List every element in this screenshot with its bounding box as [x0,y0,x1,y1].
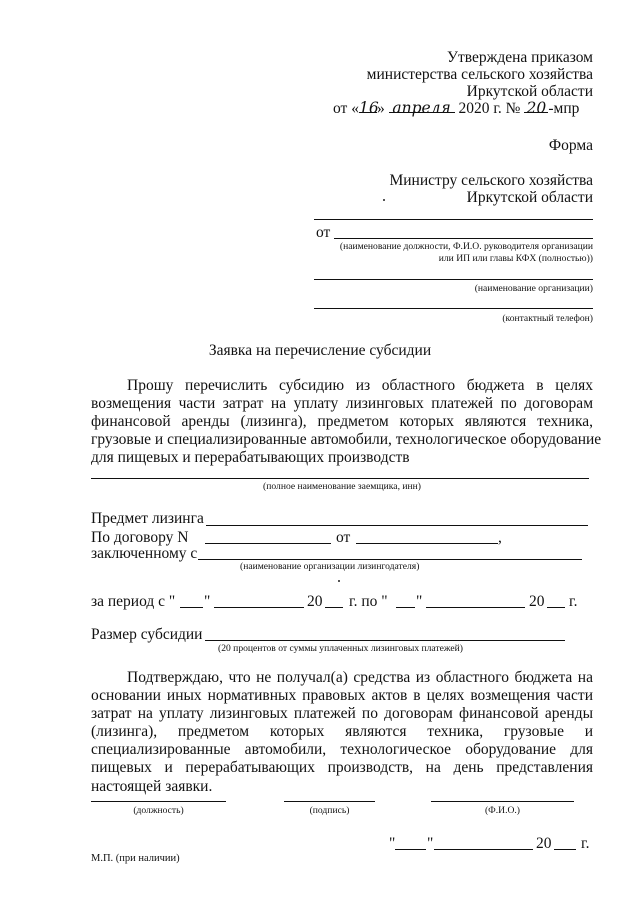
period-year-from-blank [325,607,343,608]
period-century-2: 20 [529,593,545,610]
period-month-from-blank [214,607,304,608]
request-line-1: Прошу перечислить субсидию из областного бюджета в целях [127,377,593,394]
period-century-1: 20 [307,593,323,610]
subject-blank-line [206,525,588,526]
approval-line-3: Иркутской области [466,83,593,100]
period-from-label: за период с " [91,593,176,610]
subsidy-caption: (20 процентов от суммы уплаченных лизинговых платежей) [218,643,463,654]
confirm-line-3: затрат на уплату лизинговых платежей по договорам финансовой аренды [91,705,593,723]
lessor-blank-line [198,559,582,560]
signature-caption: (подпись) [309,805,350,816]
caption-phone: (контактный телефон) [502,313,593,324]
caption-name-1: (наименование должности, Ф.И.О. руководителя организации [339,241,593,252]
period-day-from-blank [180,607,203,608]
period-month-to-blank [426,607,525,608]
caption-org: (наименование организации) [474,283,593,294]
stamp-label: М.П. (при наличии) [91,853,180,864]
contract-number-blank [205,543,331,544]
date-quote-2: " [427,835,434,852]
from-label: от [316,224,331,241]
borrower-blank-line [91,478,589,479]
request-line-5: для пищевых и перерабатывающих производств [91,449,410,467]
request-line-2: возмещения части затрат на уплату лизинговых платежей по договорам [91,395,593,413]
form-label: Форма [548,137,593,154]
date-day-blank [395,849,426,850]
concluded-label: заключенному с [91,545,198,562]
order-suffix: -мпр [548,100,580,117]
confirm-line-7: настоящей заявки. [91,777,213,795]
borrower-caption: (полное наименование заемщика, инн) [263,481,421,492]
date-month: апреля [389,99,455,113]
signature-blank-line [284,801,375,802]
addressee-line-1: Министру сельского хозяйства [389,172,593,189]
caption-name-2: или ИП или главы КФХ (полностью)) [438,253,593,264]
contract-date-blank [356,543,498,544]
name-blank-line [431,801,574,802]
subject-label: Предмет лизинга [91,510,204,527]
document-title: Заявка на перечисление субсидии [208,342,432,359]
position-caption: (должность) [133,805,184,816]
name-caption: (Ф.И.О.) [484,805,521,816]
confirm-line-5: специализированные автомобили, технологическое оборудование для [91,741,593,759]
date-year: г. [581,835,590,852]
contract-comma: , [498,529,502,546]
lessor-caption: (наименование организации лизингодателя) [240,561,420,572]
scan-speck [338,580,340,582]
date-day: 16 [358,99,379,117]
contract-from: от [336,529,351,546]
period-quote-1: " [204,593,211,610]
date-prefix: от « [333,100,359,117]
order-number: 20 [524,99,548,113]
confirm-line-4: (лизинга), предметом которых являются техника, грузовые и [91,723,593,741]
date-century: 20 [536,835,552,852]
request-paragraph [91,377,602,467]
addressee-line-2: Иркутской области [466,189,593,206]
date-month-blank [434,849,533,850]
approval-line-2: министерства сельского хозяйства [366,66,593,83]
confirm-line-2: основании иных нормативных правовых актов в целях возмещения части [91,687,593,705]
request-line-3: финансовой аренды (лизинга), предметом которых являются техника, [91,413,593,431]
subsidy-label: Размер субсидии [91,626,203,643]
scan-speck [383,199,385,201]
phone-blank-line [314,308,593,309]
contract-label: По договору N [91,529,189,546]
confirm-line-6: пищевых и перерабатывающих производств, на день представления [91,759,593,777]
approval-line-1: Утверждена приказом [447,49,593,66]
confirm-line-1: Подтверждаю, что не получал(а) средства из областного бюджета на [127,669,593,686]
period-day-to-blank [396,607,415,608]
period-year-to-blank [547,607,565,608]
date-year: 2020 г. № [458,100,521,117]
approval-date-line [333,99,579,118]
org-blank-line [314,279,593,280]
from-blank-line [334,238,593,239]
date-year-blank [554,849,576,850]
period-year-end: г. [569,593,578,610]
period-to-label: г. по " [349,593,388,610]
date-mid: » [376,100,385,117]
period-quote-2: " [416,593,423,610]
addressee-blank-line [314,219,593,220]
confirm-paragraph [91,669,593,796]
request-line-4: грузовые и специализированные автомобили, технологическое оборудование [91,431,602,449]
subsidy-blank-line [205,640,565,641]
date-quote-1: " [389,835,396,852]
position-blank-line [91,801,226,802]
